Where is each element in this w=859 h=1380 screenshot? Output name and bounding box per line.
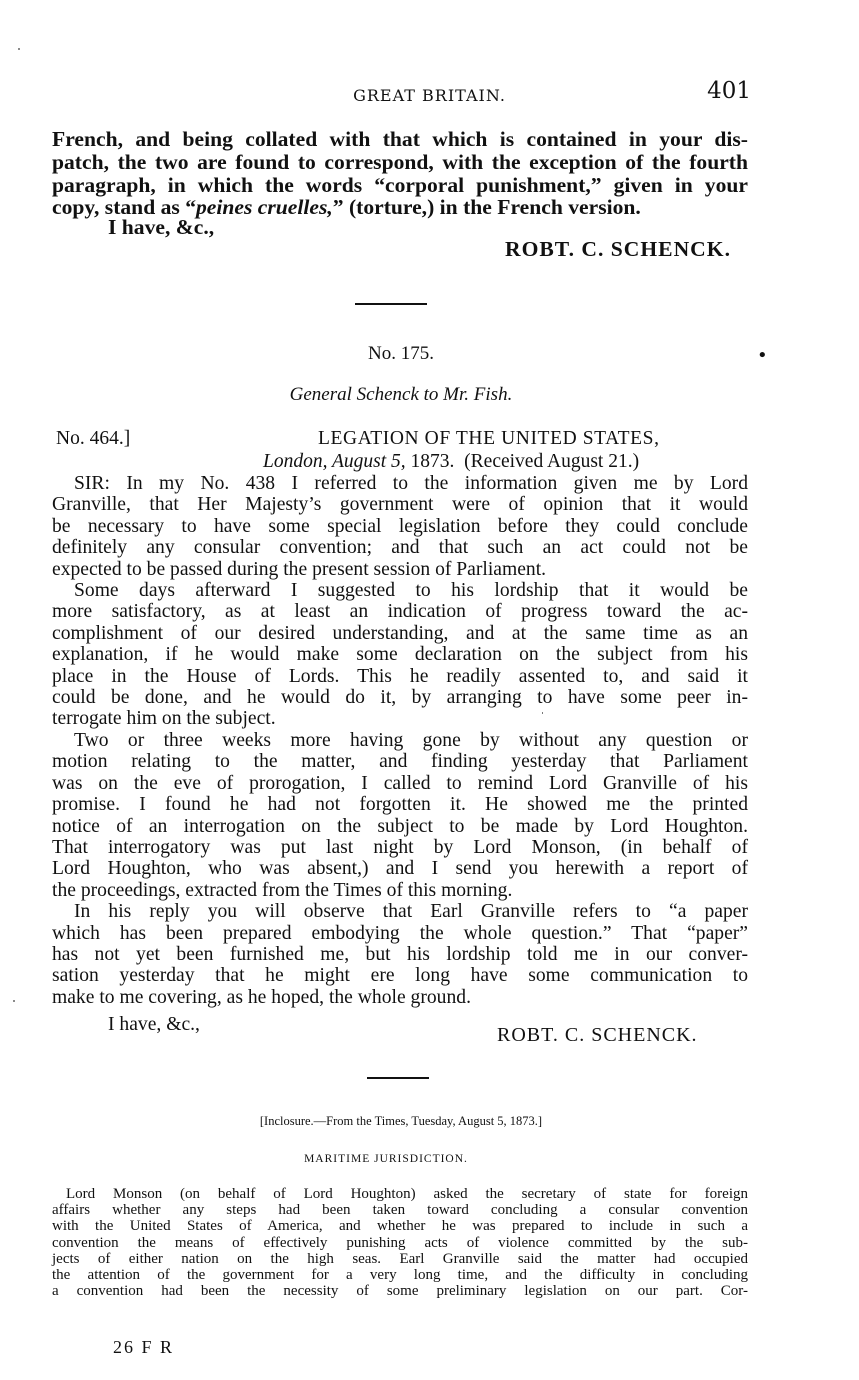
place-date: London, August 5, (263, 451, 406, 472)
text-line: the proceedings, extracted from the Times of this morning. (52, 879, 513, 901)
text-line: convention the means of effectively punishing acts of violence committed by the sub- (52, 1234, 748, 1251)
text-line: affairs whether any steps had been taken toward concluding a consular convention (52, 1202, 748, 1219)
text-line: place in the House of Lords. This he readily assented to, and said it (52, 665, 748, 687)
section-divider (367, 1077, 429, 1079)
text-line: French, and being collated with that which is contained in your dis- (52, 127, 748, 151)
text-fragment: copy, stand as “ (52, 195, 196, 220)
text-line: make to me covering, as he hoped, the whole ground. (52, 986, 471, 1008)
inclosure-caption: [Inclosure.—From the Times, Tuesday, August 5, 1873.] (259, 1114, 543, 1128)
text-line: could be done, and he would do it, by arranging to have some peer in- (52, 687, 748, 709)
running-title: GREAT BRITAIN. (353, 86, 506, 105)
text-line: Lord Monson (on behalf of Lord Houghton) asked the secretary of state for foreign (66, 1186, 748, 1202)
text-fragment: ” (torture,) in the French version. (332, 195, 641, 220)
french-phrase: peines cruelles, (196, 195, 333, 220)
year: 1873. (410, 451, 455, 472)
text-line: more satisfactory, as at least an indication of progress toward the ac- (52, 601, 748, 623)
stray-mark: • (757, 345, 768, 366)
text-line: promise. I found he had not forgotten it. He showed me the printed (52, 794, 748, 816)
place-date-line (263, 451, 639, 473)
text-line: the attention of the government for a very long time, and the difficulty in concluding (52, 1267, 748, 1284)
page-number: 401 (707, 78, 751, 104)
text-line: terrogate him on the subject. (52, 708, 276, 730)
text-line: Two or three weeks more having gone by without any question or (74, 729, 748, 751)
inclosure-heading: MARITIME JURISDICTION. (304, 1153, 468, 1165)
text-line: SIR: In my No. 438 I referred to the information given me by Lord (74, 473, 748, 494)
closing-salutation: I have, &c., (108, 1014, 200, 1035)
paper-speck (18, 48, 20, 50)
text-line: which has been prepared embodying the whole question.” That “paper” (52, 922, 748, 944)
received-date: (Received August 21.) (464, 451, 640, 472)
text-line: explanation, if he would make some declaration on the subject from his (52, 644, 748, 666)
signature: ROBT. C. SCHENCK. (497, 1024, 698, 1046)
legation-heading: LEGATION OF THE UNITED STATES, (318, 428, 660, 449)
text-line: sation yesterday that he might ere long have some communication to (52, 965, 748, 987)
text-line: Granville, that Her Majesty’s government were of opinion that it would (52, 494, 748, 516)
text-line: Some days afterward I suggested to his lordship that it would be (74, 580, 748, 602)
document-number: No. 175. (368, 343, 434, 364)
text-line: notice of an interrogation on the subject to be made by Lord Houghton. (52, 815, 748, 837)
text-line: That interrogatory was put last night by Lord Monson, (in behalf of (52, 836, 748, 858)
document-title: General Schenck to Mr. Fish. (289, 384, 513, 405)
letter-body (52, 473, 748, 1008)
text-line: has not yet been furnished me, but his lordship told me in our conver- (52, 943, 748, 965)
text-line: paragraph, in which the words “corporal punishment,” given in your (52, 172, 748, 197)
paper-speck (542, 712, 543, 714)
text-line: a convention had been the necessity of some preliminary legislation on our part. Cor- (52, 1283, 748, 1300)
text-line: was on the eve of prorogation, I called to remind Lord Granville of his (52, 772, 748, 794)
closing-salutation: I have, &c., (108, 215, 215, 239)
text-line: motion relating to the matter, and finding yesterday that Parliament (52, 751, 748, 773)
text-line: Lord Houghton, who was absent,) and I send you herewith a report of (52, 858, 748, 880)
inclosure-text (52, 1186, 748, 1299)
text-line: with the United States of America, and whether he was prepared to include in such a (52, 1218, 748, 1235)
text-line: definitely any consular convention; and that such an act could not be (52, 537, 748, 559)
text-line: be necessary to have some special legislation before they could conclude (52, 515, 748, 537)
text-line: In his reply you will observe that Earl Granville refers to “a paper (74, 901, 748, 923)
text-line: patch, the two are found to correspond, with the exception of the fourth (52, 149, 748, 174)
text-line: complishment of our desired understanding, and at the same time as an (52, 622, 748, 644)
section-divider (355, 303, 427, 305)
paper-speck (13, 1000, 15, 1002)
text-line: jects of either nation on the high seas. Earl Granville said the matter had occupied (52, 1250, 748, 1267)
printer-signature-mark: 26 F R (113, 1337, 175, 1357)
opening-paragraph (52, 128, 748, 219)
signature: ROBT. C. SCHENCK. (505, 237, 731, 261)
dispatch-number: No. 464.] (56, 428, 131, 449)
text-line: expected to be passed during the present session of Parliament. (52, 558, 547, 580)
